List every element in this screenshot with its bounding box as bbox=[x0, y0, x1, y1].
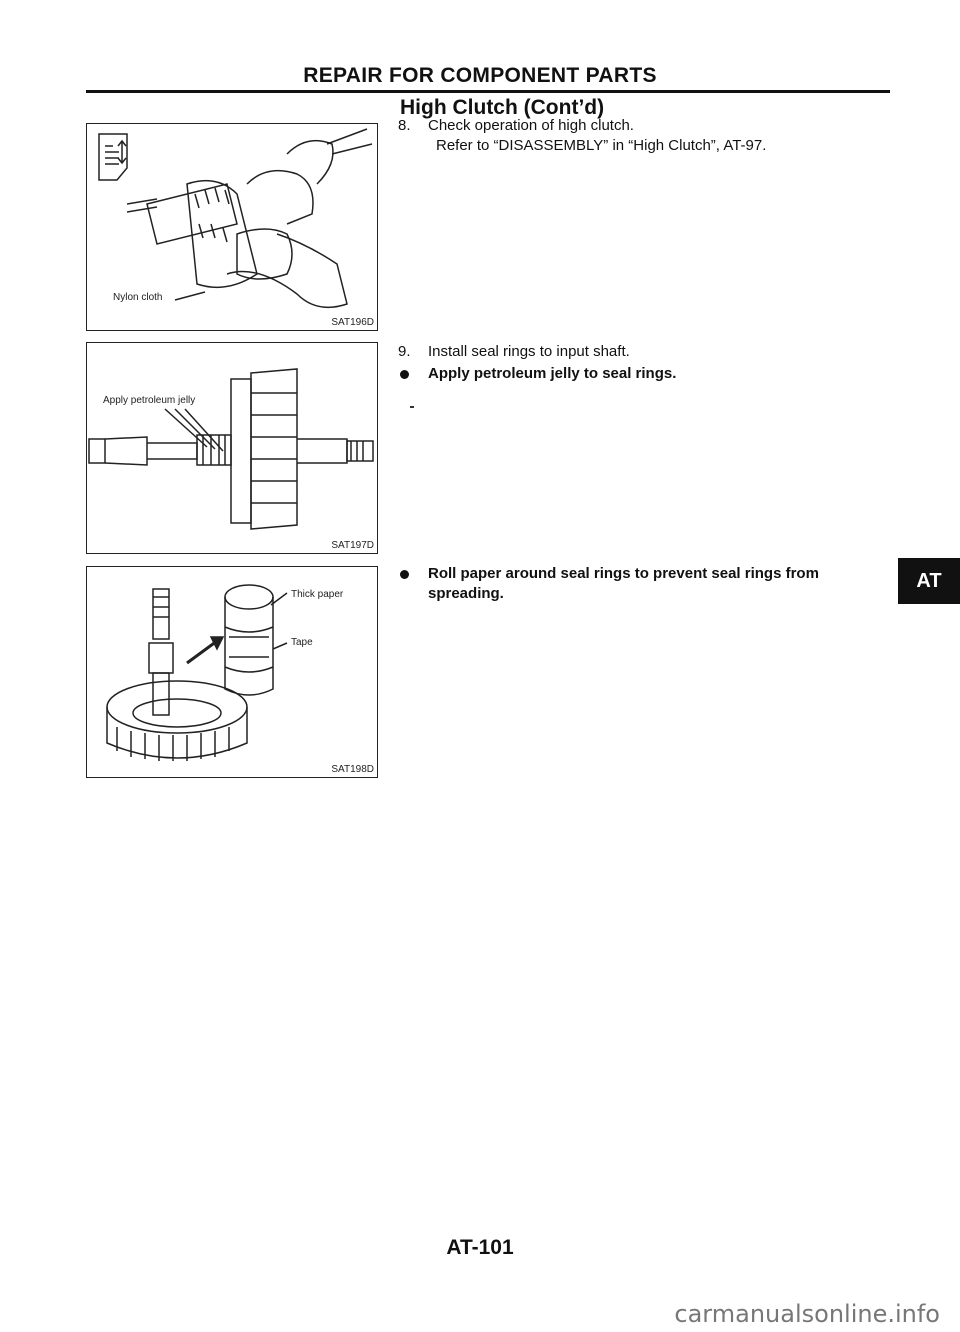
bullet-roll-paper bbox=[400, 564, 892, 604]
page-number: AT-101 bbox=[446, 1236, 514, 1259]
bullet-dot bbox=[400, 570, 409, 579]
figure-sat198d bbox=[86, 566, 378, 778]
header-divider bbox=[86, 90, 890, 93]
figure-code: SAT197D bbox=[331, 540, 374, 551]
bullet-apply-jelly bbox=[400, 364, 892, 384]
figure-sat196d bbox=[86, 123, 378, 331]
stray-mark bbox=[410, 406, 414, 408]
bullet-text: Roll paper around seal rings to prevent seal rings from spreading. bbox=[428, 565, 819, 602]
step-9 bbox=[398, 342, 898, 362]
step-text: Check operation of high clutch. bbox=[428, 117, 634, 134]
figure-sat197d bbox=[86, 342, 378, 554]
label-tape: Tape bbox=[291, 637, 313, 648]
label-apply-petroleum-jelly: Apply petroleum jelly bbox=[103, 395, 196, 406]
step-reference: Refer to “DISASSEMBLY” in “High Clutch”, AT-97. bbox=[436, 137, 767, 154]
page-header: REPAIR FOR COMPONENT PARTS bbox=[303, 64, 657, 87]
section-title: High Clutch (Cont’d) bbox=[400, 96, 605, 119]
figure-code: SAT198D bbox=[331, 764, 374, 775]
figure-code: SAT196D bbox=[331, 317, 374, 328]
step-number: 9. bbox=[398, 343, 411, 360]
step-text: Install seal rings to input shaft. bbox=[428, 343, 630, 360]
label-thick-paper: Thick paper bbox=[291, 589, 344, 600]
section-tab-at: AT bbox=[898, 558, 960, 604]
figure-sat197d-illustration bbox=[87, 343, 377, 553]
bullet-text: Apply petroleum jelly to seal rings. bbox=[428, 365, 677, 382]
label-nylon-cloth: Nylon cloth bbox=[113, 292, 163, 303]
watermark: carmanualsonline.info bbox=[674, 1300, 940, 1328]
step-number: 8. bbox=[398, 117, 411, 134]
step-8 bbox=[398, 116, 898, 156]
bullet-dot bbox=[400, 370, 409, 379]
